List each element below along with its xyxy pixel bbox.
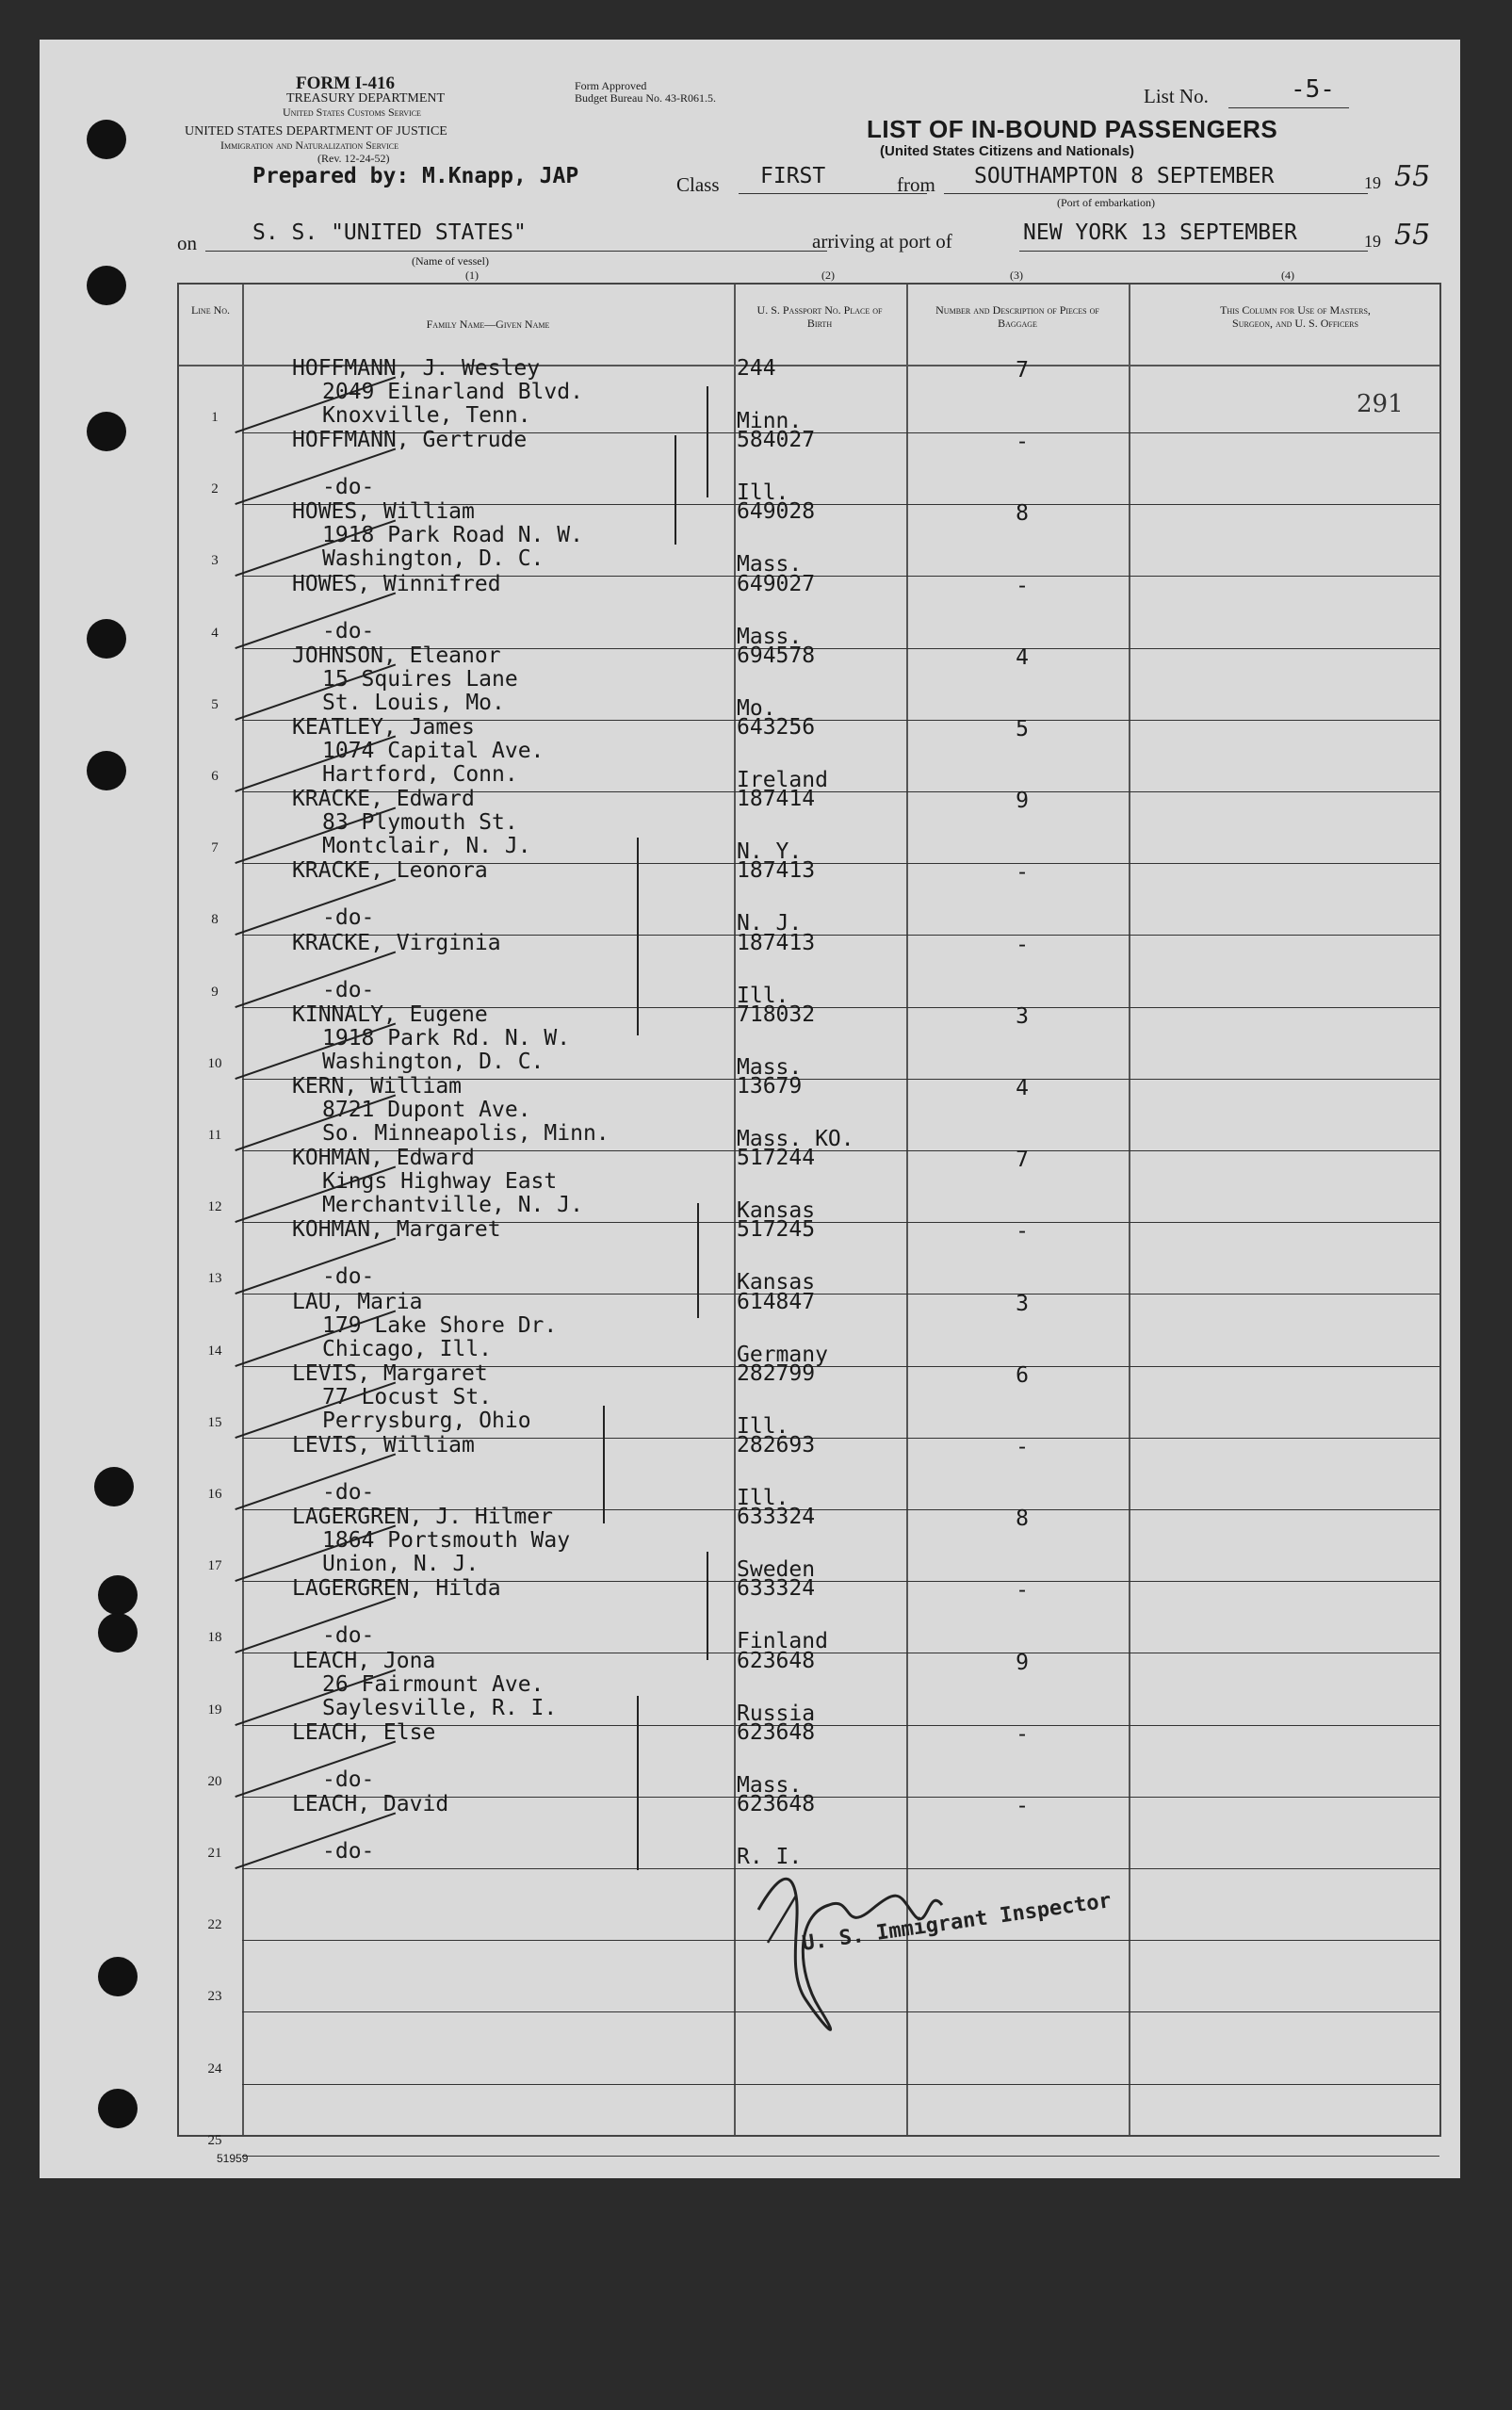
place-of-birth: Ill. <box>737 1413 789 1439</box>
table-row <box>179 1001 1439 1080</box>
baggage-count: - <box>1016 860 1029 886</box>
line-number: 16 <box>207 1487 222 1502</box>
place-of-birth: Mass. KO. <box>737 1127 854 1151</box>
dept-treasury: TREASURY DEPARTMENT <box>286 91 446 106</box>
passport-number: 517245 <box>737 1217 816 1243</box>
passport-number: 633324 <box>737 1505 816 1530</box>
line-number: 3 <box>211 553 219 569</box>
baggage-count: 4 <box>1016 1076 1029 1100</box>
table-row <box>179 787 1439 865</box>
budget-bureau: Budget Bureau No. 43-R061.5. <box>575 91 716 105</box>
arriving-value: NEW YORK 13 SEPTEMBER <box>1023 220 1297 245</box>
vessel-caption: (Name of vessel) <box>412 254 489 268</box>
dept-customs: United States Customs Service <box>283 106 421 119</box>
baggage-count: 6 <box>1016 1362 1029 1388</box>
address-line-1: 179 Lake Shore Dr. <box>322 1312 558 1338</box>
passenger-name: KRACKE, Leonora <box>292 858 488 884</box>
baggage-count: 4 <box>1016 644 1029 670</box>
passport-number: 282693 <box>737 1433 816 1457</box>
passenger-table <box>177 283 1441 2148</box>
list-no-label: List No. <box>1144 85 1209 107</box>
address-line-1: 1864 Portsmouth Way <box>322 1528 571 1554</box>
table-row <box>179 1074 1439 1151</box>
table-row <box>179 1719 1439 1798</box>
table-row <box>179 1360 1439 1439</box>
line-number: 11 <box>207 1128 222 1143</box>
line-number: 19 <box>207 1702 222 1718</box>
punch-hole <box>98 1575 138 1615</box>
passport-number: 13679 <box>737 1074 803 1099</box>
form-number: FORM I-416 <box>296 73 396 93</box>
place-of-birth: Ill. <box>737 983 789 1008</box>
address-line-2: -do- <box>322 1767 375 1792</box>
punch-hole <box>87 120 126 159</box>
address-line-2: Knoxville, Tenn. <box>322 403 531 428</box>
year-value-2: 55 <box>1394 219 1431 252</box>
passenger-name: KOHMAN, Margaret <box>292 1217 501 1243</box>
col-header-officers: This Column for Use of Masters, Surgeon, and U. S. Officers <box>1220 303 1371 331</box>
family-bracket <box>707 386 708 497</box>
dept-justice: UNITED STATES DEPARTMENT OF JUSTICE <box>185 124 447 138</box>
row-rule <box>242 2156 1439 2157</box>
class-value: FIRST <box>760 164 826 188</box>
table-row <box>179 356 1439 433</box>
passenger-name: LEVIS, William <box>292 1433 475 1457</box>
table-row <box>179 1505 1439 1583</box>
from-value: SOUTHAMPTON 8 SEPTEMBER <box>974 164 1275 188</box>
year-prefix-2: 19 <box>1364 232 1381 251</box>
from-label: from <box>897 173 935 196</box>
passenger-name: LEACH, Else <box>292 1719 436 1745</box>
line-number: 17 <box>207 1558 222 1574</box>
place-of-birth: R. I. <box>737 1845 803 1869</box>
table-row <box>179 715 1439 792</box>
passenger-name: KEATLEY, James <box>292 715 475 740</box>
line-number: 4 <box>211 625 219 641</box>
punch-hole <box>87 619 126 659</box>
place-of-birth: Germany <box>737 1342 828 1367</box>
place-of-birth: Mass. <box>737 1054 803 1080</box>
passport-number: 623648 <box>737 1792 816 1816</box>
col1-number: (1) <box>465 269 479 282</box>
address-line-2: -do- <box>322 977 375 1002</box>
punch-hole <box>98 1613 138 1653</box>
col3-number: (3) <box>1010 269 1023 282</box>
col2-number: (2) <box>821 269 835 282</box>
punch-hole <box>98 1957 138 1996</box>
address-line-2: -do- <box>322 1480 375 1505</box>
line-number: 8 <box>211 912 219 928</box>
address-line-1: 1918 Park Rd. N. W. <box>322 1025 571 1050</box>
address-line-2: Union, N. J. <box>322 1552 480 1577</box>
passport-number: 694578 <box>737 643 816 668</box>
line-number: 10 <box>207 1055 222 1071</box>
passport-number: 282799 <box>737 1360 816 1386</box>
baggage-count: 5 <box>1016 717 1029 741</box>
place-of-birth: Minn. <box>737 409 803 433</box>
place-of-birth: Ill. <box>737 1486 789 1510</box>
line-number: 2 <box>211 481 219 497</box>
baggage-count: - <box>1016 1435 1029 1459</box>
punch-hole <box>87 412 126 451</box>
line-number: 23 <box>207 1989 222 2005</box>
passport-number: 244 <box>737 356 776 381</box>
passenger-name: JOHNSON, Eleanor <box>292 643 501 668</box>
table-row <box>179 858 1439 936</box>
address-line-1: 2049 Einarland Blvd. <box>322 380 583 404</box>
address-line-1: 15 Squires Lane <box>322 666 518 692</box>
passport-number: 643256 <box>737 715 816 740</box>
passenger-name: LAGERGREN, Hilda <box>292 1576 501 1602</box>
place-of-birth: Ireland <box>737 768 828 792</box>
address-line-2: -do- <box>322 1264 375 1290</box>
table-row <box>179 1648 1439 1726</box>
passenger-name: LEVIS, Margaret <box>292 1360 488 1386</box>
address-line-2: St. Louis, Mo. <box>322 690 505 715</box>
address-line-2: -do- <box>322 1839 375 1864</box>
baggage-count: 7 <box>1016 358 1029 383</box>
address-line-2: So. Minneapolis, Minn. <box>322 1121 610 1146</box>
form-approved: Form Approved <box>575 79 647 92</box>
baggage-count: 3 <box>1016 1291 1029 1316</box>
baggage-count: 8 <box>1016 501 1029 527</box>
form-code: 51959 <box>217 2152 249 2165</box>
line-number: 9 <box>211 984 219 1000</box>
line-number: 12 <box>207 1199 222 1215</box>
passenger-name: KOHMAN, Edward <box>292 1146 475 1171</box>
baggage-count: - <box>1016 1794 1029 1818</box>
baggage-count: 8 <box>1016 1506 1029 1532</box>
line-number: 22 <box>207 1917 222 1933</box>
on-label: on <box>177 232 197 254</box>
passenger-name: HOWES, Winnifred <box>292 571 501 596</box>
address-line-2: Chicago, Ill. <box>322 1336 493 1361</box>
line-number: 1 <box>211 410 219 425</box>
place-of-birth: N. J. <box>737 911 803 936</box>
passport-number: 187413 <box>737 930 816 955</box>
baggage-count: - <box>1016 573 1029 598</box>
line-number: 20 <box>207 1773 222 1789</box>
table-row <box>179 1576 1439 1654</box>
address-line-1: 1918 Park Road N. W. <box>322 523 583 548</box>
punch-hole <box>87 266 126 305</box>
passenger-name: LEACH, Jona <box>292 1648 436 1673</box>
line-number: 6 <box>211 769 219 784</box>
revision: (Rev. 12-24-52) <box>317 152 390 165</box>
address-line-1: Kings Highway East <box>322 1169 558 1195</box>
baggage-count: - <box>1016 430 1029 455</box>
line-number: 25 <box>207 2132 222 2148</box>
punch-hole <box>98 2089 138 2128</box>
address-line-2: Montclair, N. J. <box>322 834 531 859</box>
place-of-birth: N. Y. <box>737 839 803 865</box>
address-line-1: 26 Fairmount Ave. <box>322 1671 545 1697</box>
form-subtitle: (United States Citizens and Nationals) <box>880 143 1135 159</box>
form-title: LIST OF IN-BOUND PASSENGERS <box>867 115 1278 143</box>
passport-number: 623648 <box>737 1648 816 1673</box>
col-header-passport: U. S. Passport No. Place of Birth <box>756 303 883 331</box>
address-line-2: Saylesville, R. I. <box>322 1695 558 1720</box>
place-of-birth: Russia <box>737 1701 816 1726</box>
baggage-count: - <box>1016 1578 1029 1604</box>
place-of-birth: Mass. <box>737 624 803 649</box>
address-line-2: -do- <box>322 475 375 500</box>
punch-hole <box>94 1467 134 1506</box>
address-line-2: -do- <box>322 905 375 931</box>
passenger-name: KRACKE, Virginia <box>292 930 501 955</box>
passenger-name: LAGERGREN, J. Hilmer <box>292 1505 553 1530</box>
officer-annotation: 291 <box>1357 390 1404 418</box>
passport-number: 649028 <box>737 499 816 525</box>
col4-number: (4) <box>1281 269 1294 282</box>
address-line-2: Washington, D. C. <box>322 1049 545 1074</box>
passenger-name: LEACH, David <box>292 1792 449 1816</box>
col-header-name: Family Name—Given Name <box>426 318 550 331</box>
table-row <box>179 428 1439 506</box>
address-line-2: Washington, D. C. <box>322 546 545 572</box>
address-line-2: -do- <box>322 618 375 643</box>
port-caption: (Port of embarkation) <box>1057 196 1155 209</box>
baggage-count: - <box>1016 1721 1029 1747</box>
col-header-baggage: Number and Description of Pieces of Baggage <box>935 303 1099 331</box>
address-line-1: 77 Locust St. <box>322 1384 493 1409</box>
passenger-name: KERN, William <box>292 1074 463 1099</box>
passenger-name: KRACKE, Edward <box>292 787 475 812</box>
line-number: 15 <box>207 1414 222 1430</box>
dept-immigration: Immigration and Naturalization Service <box>220 138 399 152</box>
passenger-name: HOWES, William <box>292 499 475 525</box>
passport-number: 633324 <box>737 1576 816 1602</box>
place-of-birth: Mass. <box>737 1772 803 1798</box>
address-line-2: -do- <box>322 1623 375 1649</box>
passport-number: 649027 <box>737 571 816 596</box>
inspector-signature <box>740 1858 984 2050</box>
address-line-2: Perrysburg, Ohio <box>322 1408 531 1433</box>
baggage-count: - <box>1016 932 1029 957</box>
line-number: 24 <box>207 2060 222 2076</box>
place-of-birth: Sweden <box>737 1557 816 1583</box>
address-line-2: Merchantville, N. J. <box>322 1193 583 1218</box>
vessel-name: S. S. "UNITED STATES" <box>252 220 527 245</box>
family-bracket <box>637 1696 639 1870</box>
col-header-line: Line No. <box>190 303 231 317</box>
table-row <box>179 571 1439 649</box>
family-bracket <box>675 435 676 545</box>
prepared-by: Prepared by: M.Knapp, JAP <box>252 164 579 188</box>
address-line-1: 1074 Capital Ave. <box>322 739 545 763</box>
table-row <box>179 1289 1439 1367</box>
passenger-name: KINNALY, Eugene <box>292 1001 488 1027</box>
passport-number: 187413 <box>737 858 816 884</box>
table-row <box>179 499 1439 578</box>
passenger-name: HOFFMANN, Gertrude <box>292 428 528 453</box>
place-of-birth: Mo. <box>737 695 776 721</box>
list-number: -5- <box>1291 75 1335 104</box>
line-number: 13 <box>207 1271 222 1287</box>
line-number: 21 <box>207 1846 222 1861</box>
place-of-birth: Kansas <box>737 1270 816 1295</box>
inspector-stamp: U. S. Immigrant Inspector <box>800 1889 1114 1956</box>
passport-number: 623648 <box>737 1719 816 1745</box>
table-row <box>179 643 1439 721</box>
place-of-birth: Finland <box>737 1629 828 1654</box>
line-number: 14 <box>207 1343 222 1359</box>
baggage-count: - <box>1016 1219 1029 1245</box>
family-bracket <box>637 838 639 1035</box>
class-label: Class <box>676 173 720 196</box>
family-bracket <box>603 1406 605 1523</box>
passport-number: 614847 <box>737 1289 816 1314</box>
line-number: 7 <box>211 840 219 856</box>
table-row <box>179 1433 1439 1510</box>
passenger-name: HOFFMANN, J. Wesley <box>292 356 541 381</box>
passport-number: 584027 <box>737 428 816 453</box>
punch-hole <box>87 751 126 790</box>
family-bracket <box>707 1552 708 1660</box>
passport-number: 517244 <box>737 1146 816 1171</box>
baggage-count: 9 <box>1016 1650 1029 1675</box>
address-line-1: 83 Plymouth St. <box>322 810 518 836</box>
baggage-count: 7 <box>1016 1148 1029 1173</box>
passenger-name: LAU, Maria <box>292 1289 423 1314</box>
year-prefix: 19 <box>1364 173 1381 192</box>
baggage-count: 3 <box>1016 1003 1029 1029</box>
line-number: 18 <box>207 1630 222 1646</box>
baggage-count: 9 <box>1016 789 1029 814</box>
year-value: 55 <box>1394 160 1431 193</box>
line-number: 5 <box>211 696 219 712</box>
address-line-2: Hartford, Conn. <box>322 762 518 787</box>
table-row <box>179 2085 1439 2157</box>
place-of-birth: Mass. <box>737 552 803 578</box>
place-of-birth: Ill. <box>737 480 789 506</box>
place-of-birth: Kansas <box>737 1198 816 1224</box>
address-line-1: 8721 Dupont Ave. <box>322 1098 531 1122</box>
family-bracket <box>697 1203 699 1318</box>
form-page <box>40 40 1460 2178</box>
arriving-label: arriving at port of <box>812 230 952 252</box>
passport-number: 187414 <box>737 787 816 812</box>
table-row <box>179 1217 1439 1295</box>
passport-number: 718032 <box>737 1001 816 1027</box>
table-row <box>179 1146 1439 1224</box>
table-row <box>179 930 1439 1008</box>
